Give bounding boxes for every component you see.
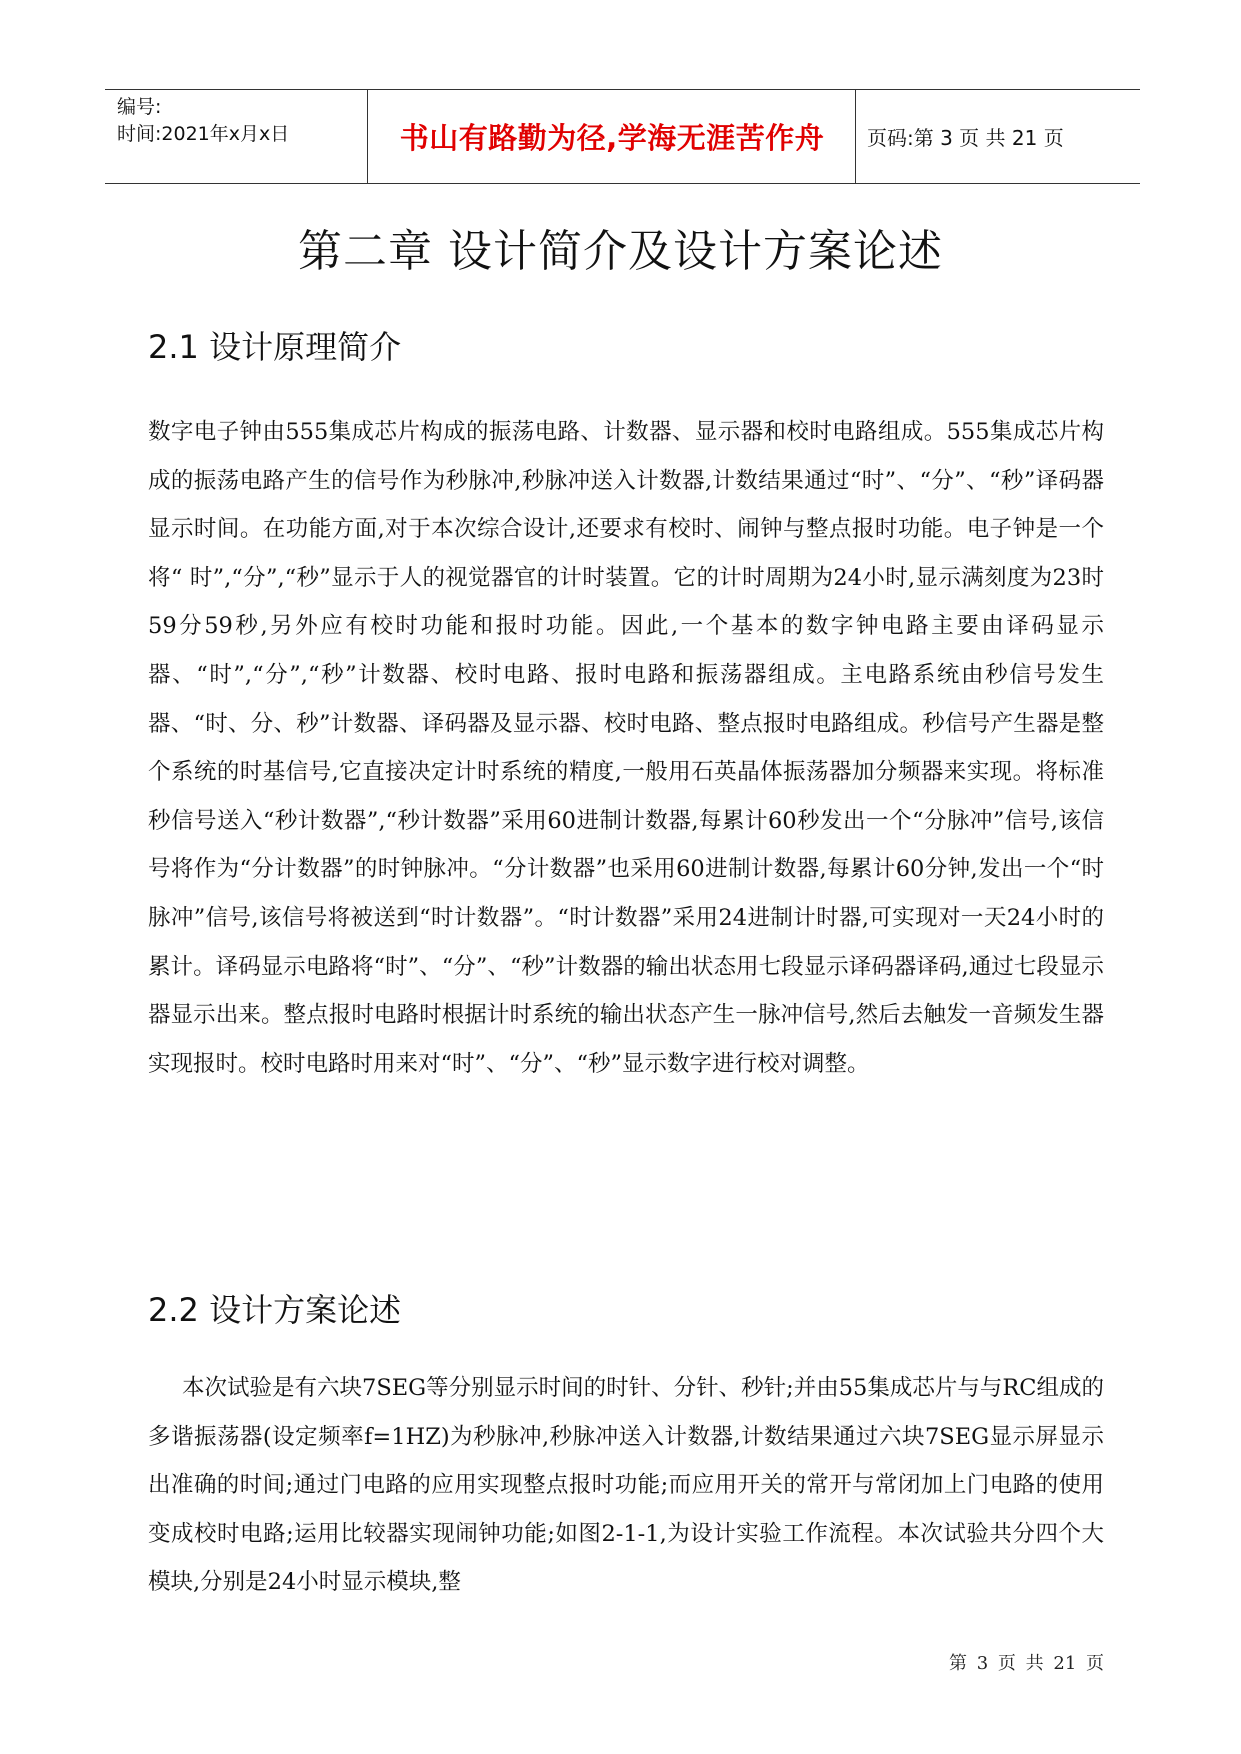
section-heading: 2.1 设计原理简介: [148, 328, 402, 366]
header-divider: [367, 90, 368, 183]
page-header: [105, 89, 1140, 184]
document-time-label: 时间:2021年x月x日: [117, 123, 290, 145]
section-paragraph: 数字电子钟由555集成芯片构成的振荡电路、计数器、显示器和校时电路组成。555集成芯片构成的振荡电路产生的信号作为秒脉冲,秒脉冲送入计数器,计数结果通过“时”、“分”、“秒”译码器显示时间。在功能方面,对于本次综合设计,还要求有校时、闹钟与整点报时功能。电子钟是一个将“ 时”,“分”,“秒”显示于人的视觉器官的计时装置。它的计时周期为24小时,显示满刻度为23时59分59秒,另外应有校时功能和报时功能。因此,一个基本的数字钟电路主要由译码显示器、“时”,“分”,“秒”计数器、校时电路、报时电路和振荡器组成。主电路系统由秒信号发生器、“时、分、秒”计数器、译码器及显示器、校时电路、整点报时电路组成。秒信号产生器是整个系统的时基信号,它直接决定计时系统的精度,一般用石英晶体振荡器加分频器来实现。将标准秒信号送入“秒计数器”,“秒计数器”采用60进制计数器,每累计60秒发出一个“分脉冲”信号,该信号将作为“分计数器”的时钟脉冲。“分计数器”也采用60进制计数器,每累计60分钟,发出一个“时脉冲”信号,该信号将被送到“时计数器”。“时计数器”采用24进制计时器,可实现对一天24小时的累计。译码显示电路将“时”、“分”、“秒”计数器的输出状态用七段显示译码器译码,通过七段显示器显示出来。整点报时电路时根据计时系统的输出状态产生一脉冲信号,然后去触发一音频发生器实现报时。校时电路时用来对“时”、“分”、“秒”显示数字进行校对调整。: [148, 419, 1104, 1077]
document-number-label: 编号:: [117, 96, 162, 118]
header-motto: 书山有路勤为径,学海无涯苦作舟: [399, 121, 825, 155]
section-heading: 2.2 设计方案论述: [148, 1291, 402, 1329]
header-page-info: 页码:第 3 页 共 21 页: [867, 126, 1064, 150]
page-footer: 第 3 页 共 21 页: [949, 1653, 1104, 1674]
section-paragraph: 本次试验是有六块7SEG等分别显示时间的时针、分针、秒针;并由55集成芯片与与RC组成的多谐振荡器(设定频率f=1HZ)为秒脉冲,秒脉冲送入计数器,计数结果通过六块7SEG显示屏显示出准确的时间;通过门电路的应用实现整点报时功能;而应用开关的常开与常闭加上门电路的使用变成校时电路;运用比较器实现闹钟功能;如图2-1-1,为设计实验工作流程。本次试验共分四个大模块,分别是24小时显示模块,整: [148, 1375, 1104, 1596]
header-meta: [117, 94, 289, 148]
chapter-title: 第二章 设计简介及设计方案论述: [298, 226, 943, 277]
header-divider: [855, 90, 856, 183]
